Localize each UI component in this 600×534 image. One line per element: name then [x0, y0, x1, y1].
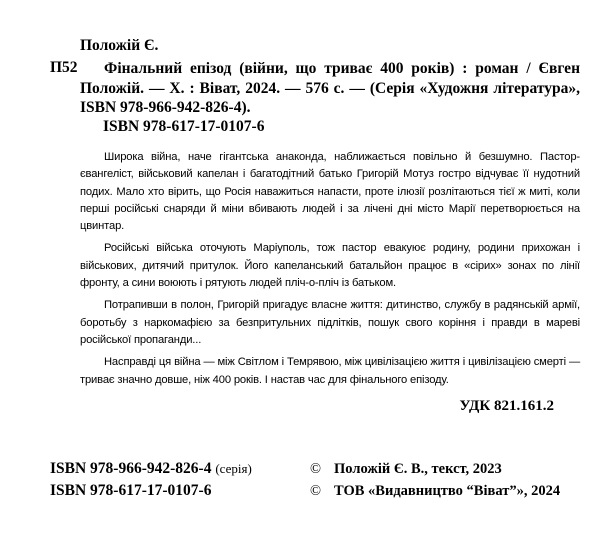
annotation-paragraph: Потрапивши в полон, Григорій пригадує власне життя: дитинство, службу в радянській армії, боротьбу з наркомафією за безпритульних підлітків, пошук свого коріння і правди в мареві російської пропаганди... [80, 299, 580, 346]
author-heading: Положій Є. [80, 37, 159, 54]
annotation-paragraph: Російські війська оточують Маріуполь, тож пастор евакуює родину, родини прихожан і військових, дитячий притулок. Його капеланський батальйон працює в «сірих» зонах по лінії фронту, а сини воюють і рятують людей пліч-о-пліч із батьком. [80, 242, 580, 290]
publication-details: Євген Положій. — Х. : Віват, 2024. — 576 с. — (Серія «Художня література», ISBN 978-966-942-826-4). [80, 60, 580, 116]
annotation-paragraph: Насправді ця війна — між Світлом і Темрявою, між цивілізацією життя і цивілізацією смерті — триває значно довше, ніж 400 років. І настав час для фінального епізоду. [80, 356, 580, 386]
copyright-publisher-line [310, 480, 560, 502]
udk-classification: УДК 821.161.2 [459, 398, 554, 414]
copyright-list [310, 458, 560, 502]
isbn-series: ISBN 978-966-942-826-4 [50, 460, 212, 477]
isbn-list [50, 458, 252, 502]
catalog-description [80, 59, 580, 118]
main-isbn: ISBN 978-617-17-0107-6 [103, 118, 265, 135]
copyright-icon: © [310, 461, 322, 477]
book-title: Фінальний епізод (війни, що триває 400 років) : роман / [104, 60, 531, 77]
isbn-series-note: (серія) [215, 461, 252, 476]
copyright-publisher: ТОВ «Видавництво “Віват”», 2024 [334, 483, 561, 499]
copyright-author: Положій Є. В., текст, 2023 [334, 461, 502, 477]
annotation-paragraph: Широка війна, наче гігантська анаконда, наближається повільно й безшумно. Пастор-євангеліст, військовий капелан і багатодітний батько Григорій Мотуз гостро відчуває її нудотний подих. Мало хто вірить, що Росія наважиться напасти, проте ілюзії розлітаються тієї ж миті, коли перші російські снаряди й міни вбивають людей і за лічені дні місто Марії перетворюється на цвинтар. [80, 151, 580, 233]
copyright-icon: © [310, 483, 322, 499]
author-sign-code: П52 [50, 59, 78, 76]
copyright-author-line [310, 458, 560, 480]
isbn-book: ISBN 978-617-17-0107-6 [50, 482, 212, 499]
isbn-series-line [50, 458, 252, 480]
annotation [80, 149, 580, 394]
